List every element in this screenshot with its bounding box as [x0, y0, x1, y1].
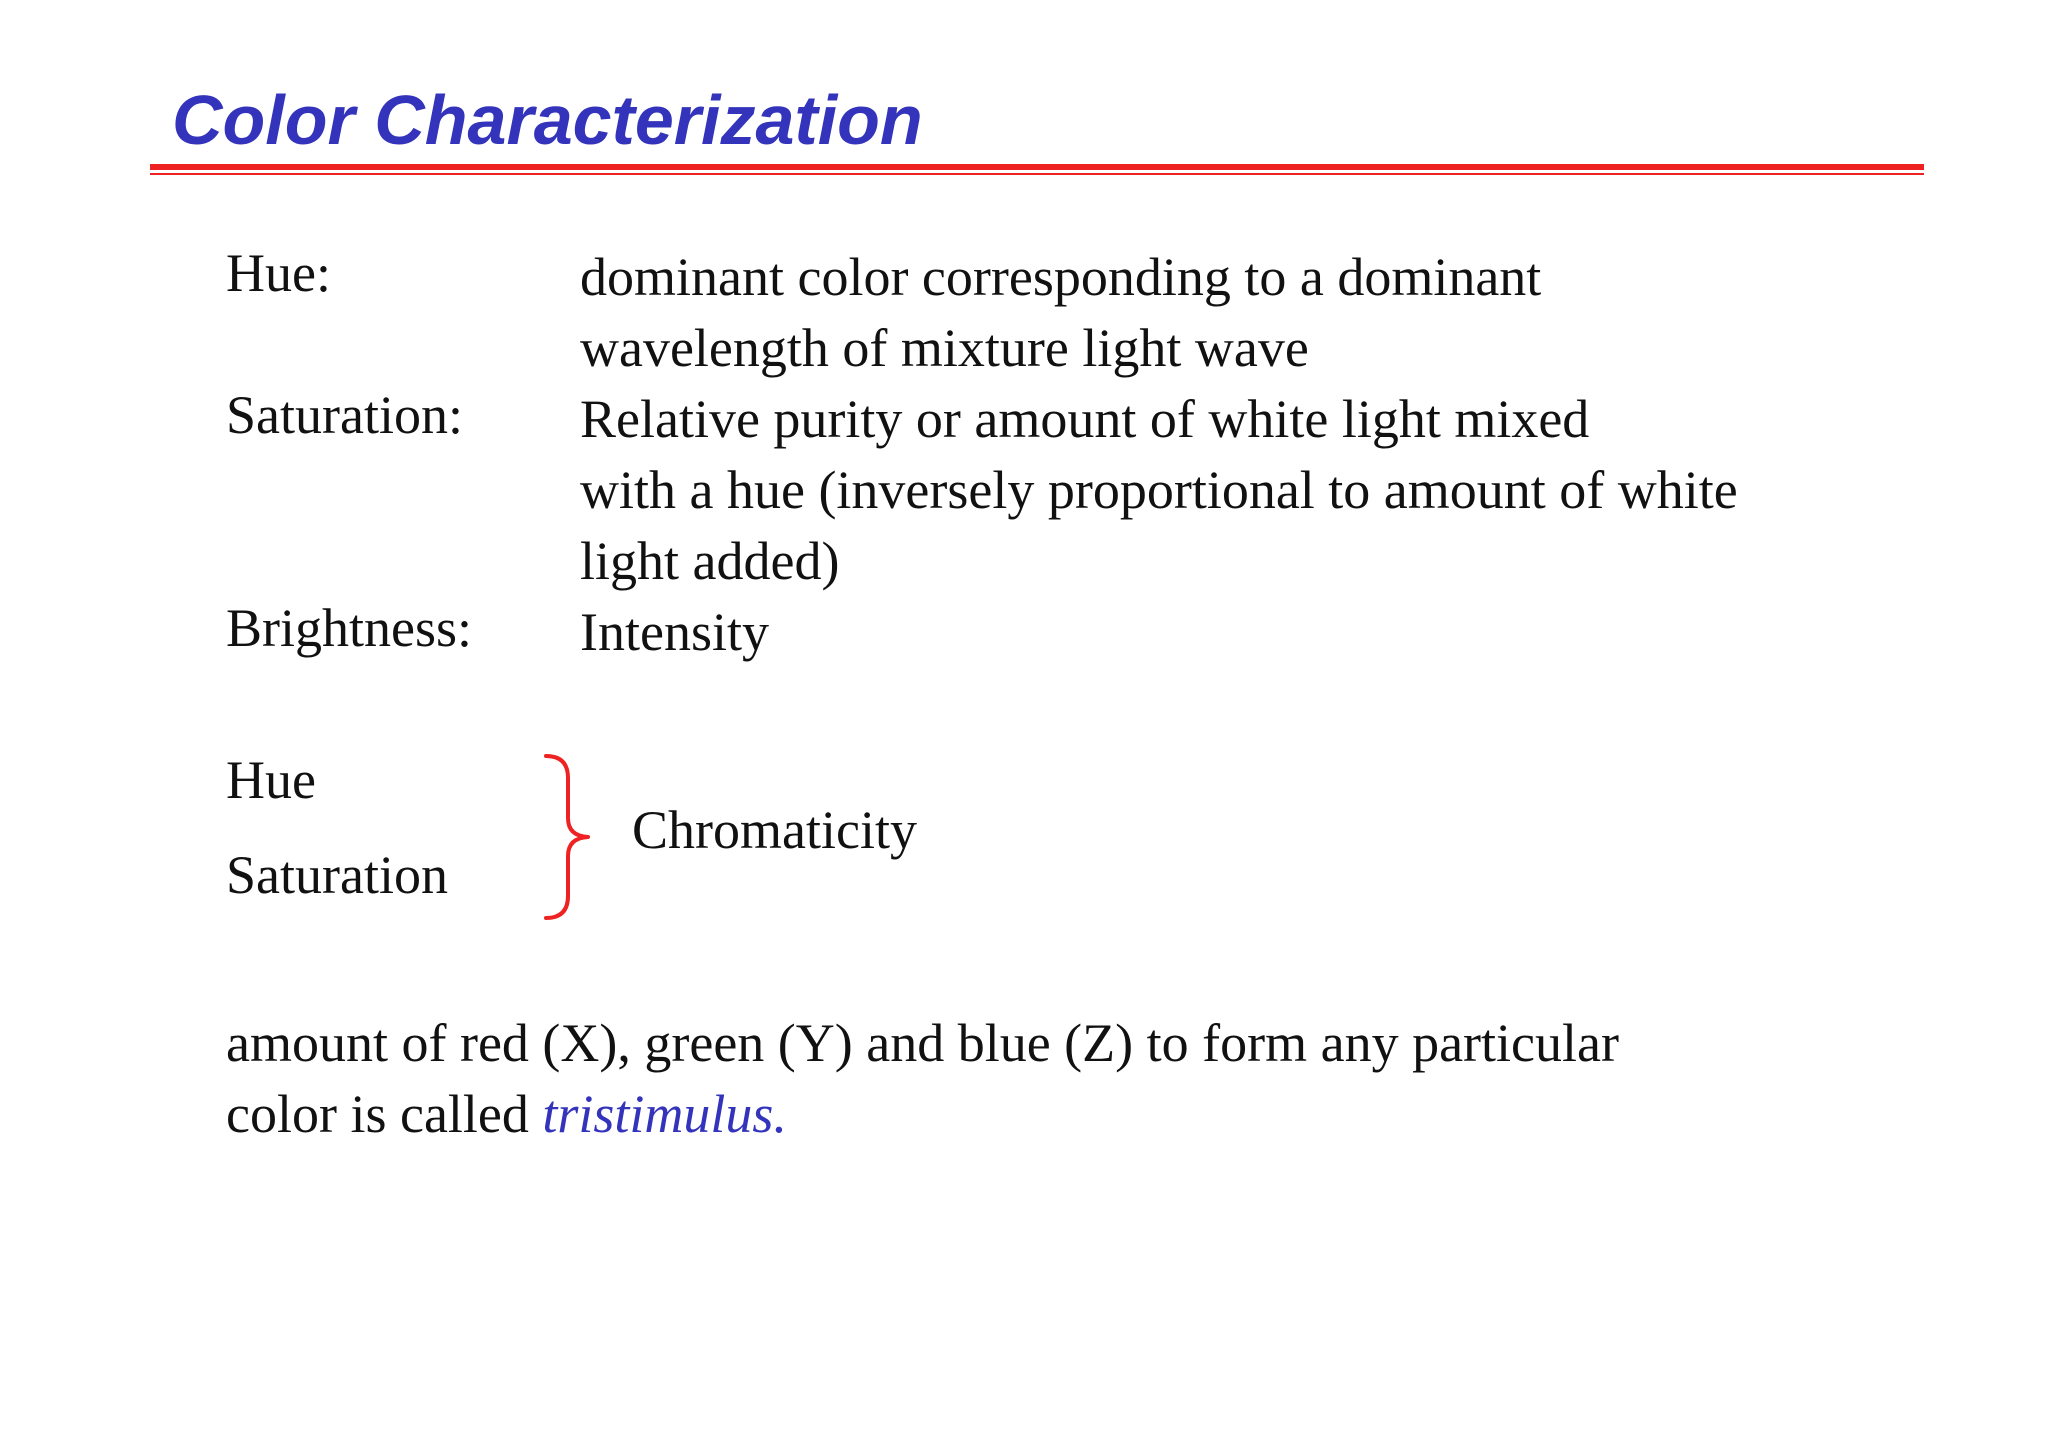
definition-desc-line: dominant color corresponding to a dominant — [580, 247, 1542, 307]
definition-term-hue: Hue: — [226, 243, 331, 303]
slide-title: Color Characterization — [172, 81, 923, 159]
title-underline-thick — [150, 164, 1924, 170]
grouping-item-saturation: Saturation — [226, 845, 448, 905]
definition-desc-saturation — [580, 384, 1738, 597]
definition-desc-brightness — [580, 597, 769, 668]
tristimulus-line-2 — [226, 1079, 1619, 1150]
definition-desc-line: light added) — [580, 531, 840, 591]
title-underline-thin — [150, 173, 1924, 175]
tristimulus-paragraph — [226, 1008, 1619, 1150]
tristimulus-prefix: color is called — [226, 1084, 543, 1144]
grouping-label: Chromaticity — [632, 800, 917, 860]
definition-desc-line: wavelength of mixture light wave — [580, 318, 1309, 378]
definition-desc-line: Intensity — [580, 602, 769, 662]
right-brace-icon — [536, 752, 596, 922]
grouping-item-hue: Hue — [226, 750, 316, 810]
definition-desc-hue — [580, 242, 1541, 384]
definition-term-brightness: Brightness: — [226, 598, 473, 658]
tristimulus-line-1: amount of red (X), green (Y) and blue (Z) to form any particular — [226, 1013, 1619, 1073]
definition-term-saturation: Saturation: — [226, 385, 463, 445]
tristimulus-term: tristimulus. — [542, 1084, 787, 1144]
definition-desc-line: Relative purity or amount of white light mixed — [580, 389, 1590, 449]
definition-desc-line: with a hue (inversely proportional to amount of white — [580, 460, 1738, 520]
